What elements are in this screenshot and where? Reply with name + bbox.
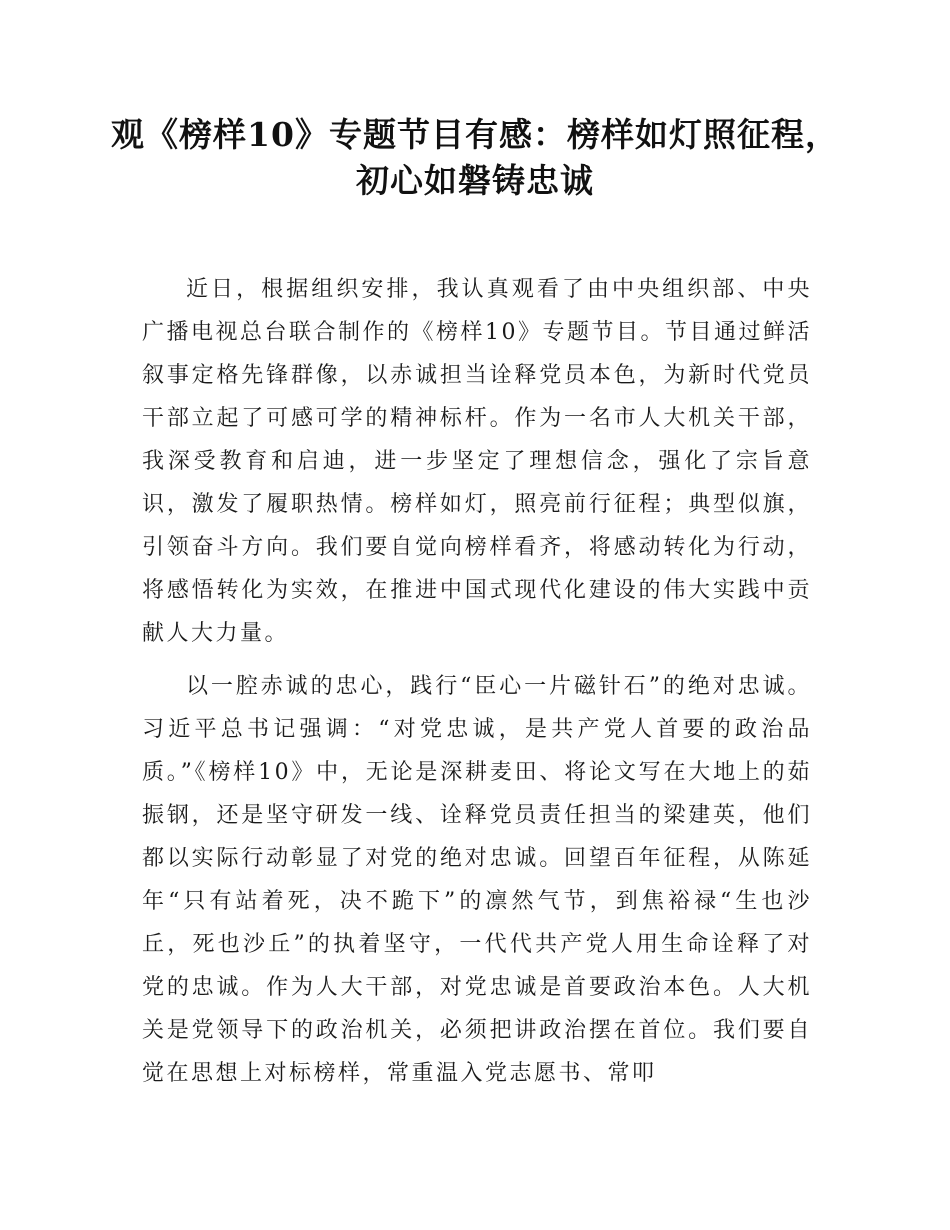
paragraph-1: 近日，根据组织安排，我认真观看了由中央组织部、中央广播电视总台联合制作的《榜样10》专题节目。节目通过鲜活叙事定格先锋群像，以赤诚担当诠释党员本色，为新时代党员干部立起了可感可学的精神标杆。作为一名市人大机关干部，我深受教育和启迪，进一步坚定了理想信念，强化了宗旨意识，激发了履职热情。榜样如灯，照亮前行征程；典型似旗，引领奋斗方向。我们要自觉向榜样看齐，将感动转化为行动，将感悟转化为实效，在推进中国式现代化建设的伟大实践中贡献人大力量。 [142, 277, 812, 646]
paragraph-2: 以一腔赤诚的忠心，践行“臣心一片磁针石”的绝对忠诚。习近平总书记强调：“对党忠诚，是共产党人首要的政治品质。”《榜样10》中，无论是深耕麦田、将论文写在大地上的茹振钢，还是坚守研发一线、诠释党员责任担当的梁建英，他们都以实际行动彰显了对党的绝对忠诚。回望百年征程，从陈延年“只有站着死，决不跪下”的凛然气节，到焦裕禄“生也沙丘，死也沙丘”的执着坚守，一代代共产党人用生命诠释了对党的忠诚。作为人大干部，对党忠诚是首要政治本色。人大机关是党领导下的政治机关，必须把讲政治摆在首位。我们要自觉在思想上对标榜样，常重温入党志愿书、常叩 [142, 674, 812, 1086]
document-title: 观《榜样10》专题节目有感：榜样如灯照征程，初心如磐铸忠诚 [111, 115, 839, 200]
document-body [142, 268, 812, 1105]
